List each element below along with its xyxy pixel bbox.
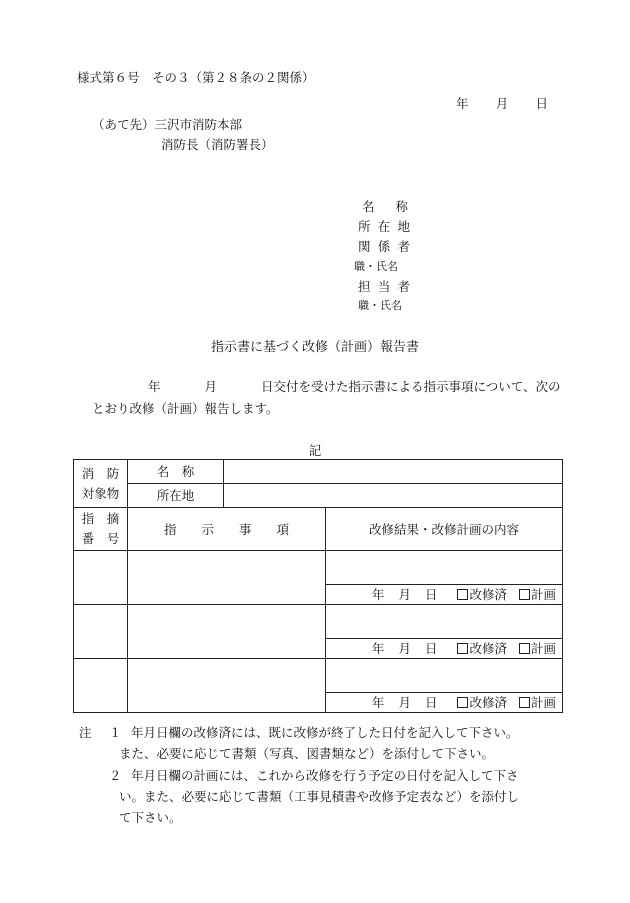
- document-title: 指示書に基づく改修（計画）報告書: [210, 340, 419, 355]
- addressee-line-1: （あて先）三沢市消防本部: [92, 117, 243, 132]
- number-field[interactable]: [74, 659, 128, 713]
- label-char: 当: [377, 279, 391, 294]
- number-field[interactable]: [74, 605, 128, 659]
- body-rest: 日交付を受けた指示書による指示事項について、次の: [261, 379, 561, 394]
- result-month: 月: [398, 587, 411, 602]
- plan-checkbox[interactable]: [519, 641, 556, 656]
- result-day: 日: [424, 641, 438, 656]
- name-label-cell: 名 称: [128, 460, 224, 484]
- plan-label: 計画: [530, 641, 556, 656]
- checkbox-icon: [519, 697, 530, 708]
- facility-name-field[interactable]: [224, 460, 563, 484]
- number-field[interactable]: [74, 551, 128, 605]
- checkbox-icon: [457, 697, 468, 708]
- label-char: 者: [397, 279, 410, 294]
- body-text-line-1: [148, 379, 561, 394]
- table-row: [74, 508, 563, 551]
- number-label-2: 番 号: [81, 531, 120, 546]
- notes-mark: 注: [79, 725, 92, 740]
- report-table: [73, 459, 563, 713]
- result-header-cell: 改修結果・改修計画の内容: [326, 508, 563, 551]
- body-text-line-2: とおり改修（計画）報告します。: [92, 401, 279, 416]
- number-label-1: 指 摘: [81, 511, 120, 526]
- instruction-field[interactable]: [128, 659, 326, 713]
- done-label: 改修済: [469, 641, 507, 656]
- field-person-in-charge-label: [358, 279, 410, 294]
- submission-date: [456, 96, 548, 111]
- note-1-line-1: 年月日欄の改修済には、既に改修が終了した日付を記入して下さい。: [131, 725, 519, 740]
- note-2-line-2: い。また、必要に応じて書類（工事見積書や改修予定表など）を添付し: [119, 789, 520, 804]
- result-date-cell: [326, 585, 563, 605]
- result-date-cell: [326, 639, 563, 659]
- result-content-field[interactable]: [326, 551, 563, 585]
- body-month: 月: [204, 379, 218, 394]
- facility-label-2: 対象物: [81, 485, 120, 501]
- checkbox-icon: [457, 643, 468, 654]
- result-month: 月: [398, 695, 411, 710]
- done-label: 改修済: [469, 587, 507, 602]
- result-year: 年: [371, 587, 385, 602]
- form-number-label: 様式第６号 その３（第２８条の２関係）: [77, 70, 315, 85]
- label-char: 係: [377, 239, 391, 254]
- instruction-field[interactable]: [128, 605, 326, 659]
- instruction-field[interactable]: [128, 551, 326, 605]
- label-char: 所: [358, 219, 371, 234]
- facility-address-field[interactable]: [224, 484, 563, 508]
- done-checkbox[interactable]: [457, 695, 507, 710]
- label-char: 名: [362, 199, 375, 214]
- result-month: 月: [398, 641, 411, 656]
- result-year: 年: [371, 641, 385, 656]
- date-year: 年: [456, 96, 469, 111]
- label-char: 称: [395, 199, 408, 214]
- label-char: 在: [377, 219, 391, 234]
- field-title-name-2: 職・氏名: [358, 299, 402, 312]
- addressee-line-2: 消防長（消防署長）: [161, 137, 274, 152]
- done-label: 改修済: [469, 695, 507, 710]
- table-row: [74, 659, 563, 693]
- table-row: [74, 551, 563, 585]
- field-address-label: [358, 219, 410, 234]
- field-related-person-label: [358, 239, 410, 254]
- result-content-field[interactable]: [326, 605, 563, 639]
- label-char: 関: [358, 239, 371, 254]
- plan-checkbox[interactable]: [519, 587, 556, 602]
- result-year: 年: [371, 695, 385, 710]
- label-char: 地: [397, 219, 410, 234]
- plan-label: 計画: [530, 695, 556, 710]
- field-name-label: [362, 199, 408, 214]
- label-char: 担: [358, 279, 371, 294]
- result-day: 日: [424, 695, 438, 710]
- plan-label: 計画: [530, 587, 556, 602]
- table-row: [74, 460, 563, 484]
- done-checkbox[interactable]: [457, 587, 507, 602]
- number-label-cell: [74, 508, 128, 551]
- field-title-name-1: 職・氏名: [354, 260, 398, 273]
- facility-label-cell: [74, 460, 128, 508]
- note-1-number: １: [109, 725, 122, 740]
- note-1-line-2: また、必要に応じて書類（写真、図書類など）を添付して下さい。: [119, 746, 495, 761]
- date-day: 日: [535, 96, 548, 111]
- note-2-line-3: て下さい。: [119, 810, 182, 825]
- label-char: 者: [397, 239, 410, 254]
- date-month: 月: [495, 96, 509, 111]
- note-2-number: ２: [109, 768, 122, 783]
- checkbox-icon: [519, 643, 530, 654]
- plan-checkbox[interactable]: [519, 695, 556, 710]
- table-row: [74, 605, 563, 639]
- body-year: 年: [148, 379, 161, 394]
- instruction-header-cell: 指 示 事 項: [128, 508, 326, 551]
- facility-label-1: 消 防: [81, 465, 120, 481]
- checkbox-icon: [519, 589, 530, 600]
- checkbox-icon: [457, 589, 468, 600]
- result-date-cell: [326, 693, 563, 713]
- done-checkbox[interactable]: [457, 641, 507, 656]
- address-label-cell: 所在地: [128, 484, 224, 508]
- note-2-line-1: 年月日欄の計画には、これから改修を行う予定の日付を記入して下さ: [131, 768, 519, 783]
- result-day: 日: [424, 587, 438, 602]
- ki-heading: 記: [308, 443, 322, 458]
- table-row: [74, 484, 563, 508]
- result-content-field[interactable]: [326, 659, 563, 693]
